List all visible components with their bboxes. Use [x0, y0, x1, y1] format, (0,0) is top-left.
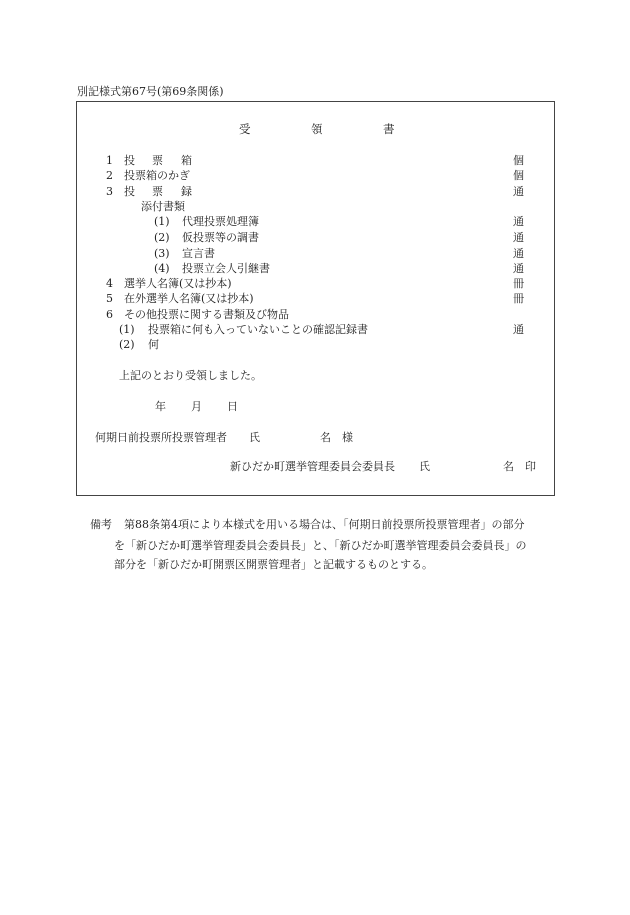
item-6-label: その他投票に関する書類及び物品 [124, 308, 289, 321]
item-3-label-char-2: 票 [152, 185, 163, 198]
attachment-4-number: (4) [154, 262, 170, 275]
item-3-label-char-3: 録 [181, 185, 192, 198]
recipient-shi: 氏 [249, 431, 260, 444]
item-1-label-char-3: 箱 [181, 154, 192, 167]
item-6-sub-1-unit: 通 [513, 323, 524, 336]
issuer-seal: 印 [525, 460, 536, 473]
item-2-unit: 個 [513, 169, 524, 182]
item-1-label-char-2: 票 [152, 154, 163, 167]
receipt-title-char-2: 領 [311, 122, 323, 136]
attachment-3-unit: 通 [513, 247, 524, 260]
recipient-honorific: 様 [342, 431, 353, 444]
issuer-mei: 名 [503, 460, 514, 473]
item-3-number: 3 [106, 185, 113, 198]
item-6-sub-1-label: 投票箱に何も入っていないことの確認記録書 [148, 323, 368, 336]
item-1-unit: 個 [513, 154, 524, 167]
item-4-unit: 冊 [513, 277, 524, 290]
attachments-heading: 添付書類 [141, 200, 185, 213]
recipient-title: 何期日前投票所投票管理者 [95, 431, 227, 444]
attachment-2-number: (2) [154, 231, 170, 244]
item-5-number: 5 [106, 292, 113, 305]
attachment-3-label: 宣言書 [182, 247, 215, 260]
remarks-line-3: 部分を「新ひだか町開票区開票管理者」と記載するものとする。 [114, 558, 433, 571]
attachment-3-number: (3) [154, 247, 170, 260]
item-4-label: 選挙人名簿(又は抄本) [124, 277, 232, 290]
receipt-title-char-1: 受 [239, 122, 251, 136]
remarks-line-2: を「新ひだか町選挙管理委員会委員長」と、「新ひだか町選挙管理委員会委員長」の [114, 539, 527, 552]
receipt-title-char-3: 書 [383, 122, 395, 136]
date-month: 月 [191, 400, 202, 413]
item-1-number: 1 [106, 154, 113, 167]
attachment-1-unit: 通 [513, 215, 524, 228]
recipient-mei: 名 [320, 431, 331, 444]
attachment-4-label: 投票立会人引継書 [182, 262, 270, 275]
attachment-1-number: (1) [154, 215, 170, 228]
date-year: 年 [155, 400, 166, 413]
item-5-unit: 冊 [513, 292, 524, 305]
issuer-shi: 氏 [419, 460, 430, 473]
attachment-4-unit: 通 [513, 262, 524, 275]
attachment-2-unit: 通 [513, 231, 524, 244]
item-6-number: 6 [106, 308, 113, 321]
item-2-label: 投票箱のかぎ [124, 169, 190, 182]
item-4-number: 4 [106, 277, 113, 290]
item-3-unit: 通 [513, 185, 524, 198]
attachment-1-label: 代理投票処理簿 [182, 215, 259, 228]
item-6-sub-1-number: (1) [119, 323, 135, 336]
acknowledgement-text: 上記のとおり受領しました。 [119, 369, 262, 382]
item-2-number: 2 [106, 169, 113, 182]
issuer-title: 新ひだか町選挙管理委員会委員長 [230, 460, 395, 473]
item-3-label-char-1: 投 [124, 185, 135, 198]
remarks-line-1: 第88条第4項により本様式を用いる場合は、「何期日前投票所投票管理者」の部分 [124, 518, 525, 531]
remarks-label: 備考 [90, 518, 112, 531]
attachment-2-label: 仮投票等の調書 [182, 231, 259, 244]
item-5-label: 在外選挙人名簿(又は抄本) [124, 292, 254, 305]
item-6-sub-2-label: 何 [148, 338, 159, 351]
item-6-sub-2-number: (2) [119, 338, 135, 351]
date-day: 日 [227, 400, 238, 413]
item-1-label-char-1: 投 [124, 154, 135, 167]
form-number-heading: 別記様式第67号(第69条関係) [77, 85, 224, 98]
